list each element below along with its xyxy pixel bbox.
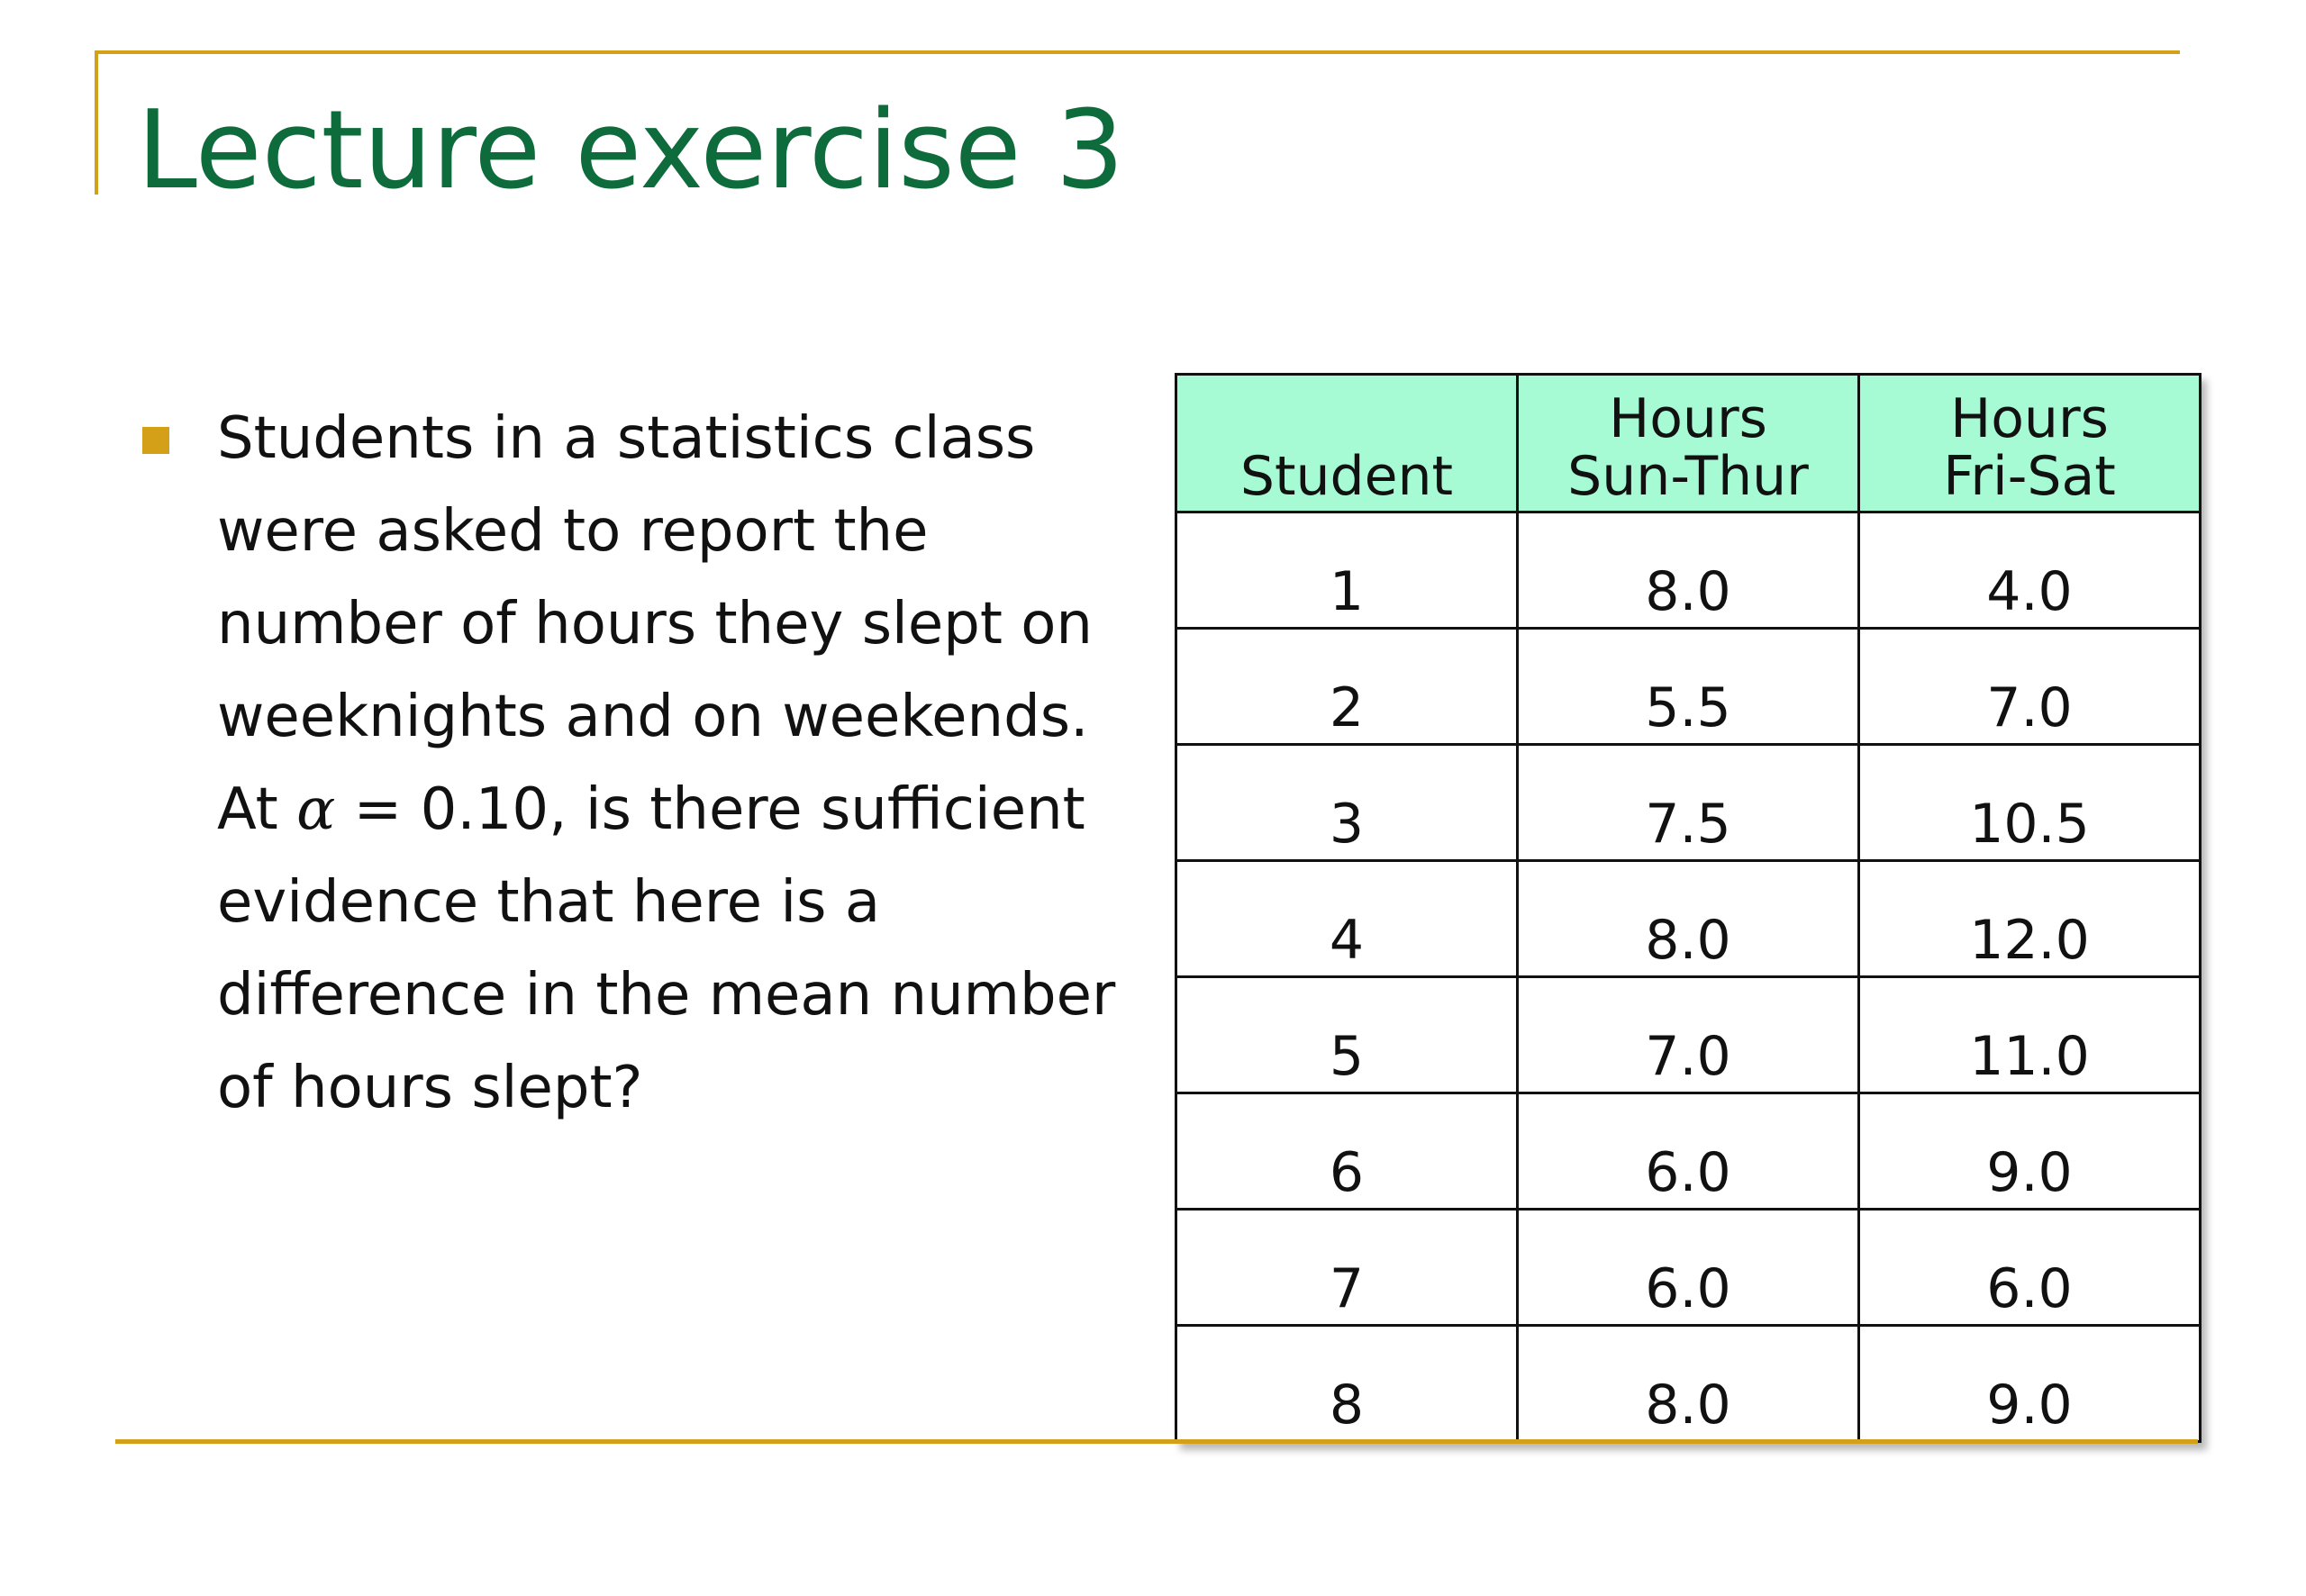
table-row	[1176, 512, 2201, 629]
cell-student: 4	[1176, 861, 1518, 977]
cell-student: 8	[1176, 1326, 1518, 1442]
title-frame-left-rule	[95, 50, 98, 195]
header-fri-sat	[1859, 375, 2201, 512]
cell-sun-thur: 6.0	[1518, 1210, 1859, 1326]
exercise-text	[217, 393, 1127, 1135]
header-fri-sat-line2: Fri-Sat	[1943, 445, 2116, 508]
cell-student: 3	[1176, 745, 1518, 861]
table-header-row	[1176, 375, 2201, 512]
header-sun-thur-line1: Hours	[1609, 387, 1767, 450]
table-row	[1176, 977, 2201, 1093]
table-row	[1176, 629, 2201, 745]
header-fri-sat-line1: Hours	[1950, 387, 2109, 450]
cell-fri-sat: 9.0	[1859, 1326, 2201, 1442]
cell-student: 7	[1176, 1210, 1518, 1326]
cell-sun-thur: 5.5	[1518, 629, 1859, 745]
cell-fri-sat: 4.0	[1859, 512, 2201, 629]
cell-fri-sat: 7.0	[1859, 629, 2201, 745]
bullet-square-icon	[142, 427, 169, 454]
alpha-symbol: α	[296, 776, 336, 843]
table-row	[1176, 861, 2201, 977]
footer-rule	[115, 1439, 2198, 1444]
cell-sun-thur: 7.0	[1518, 977, 1859, 1093]
cell-fri-sat: 6.0	[1859, 1210, 2201, 1326]
slide-title: Lecture exercise 3	[137, 88, 1125, 213]
title-frame-top-rule	[95, 50, 2180, 54]
cell-sun-thur: 8.0	[1518, 861, 1859, 977]
cell-sun-thur: 6.0	[1518, 1093, 1859, 1210]
cell-sun-thur: 8.0	[1518, 512, 1859, 629]
header-sun-thur-line2: Sun-Thur	[1567, 445, 1809, 508]
header-sun-thur	[1518, 375, 1859, 512]
exercise-text-part-1: Students in a statistics class were asked to report the number of hours they slept on weeknights and on weekends. At	[217, 405, 1093, 843]
cell-fri-sat: 9.0	[1859, 1093, 2201, 1210]
header-student	[1176, 375, 1518, 512]
exercise-text-part-2: = 0.10, is there sufficient evidence that here is a difference in the mean number of hours slept?	[217, 776, 1116, 1121]
table-row	[1176, 745, 2201, 861]
cell-student: 1	[1176, 512, 1518, 629]
table-row	[1176, 1210, 2201, 1326]
sleep-hours-table	[1175, 373, 2202, 1443]
cell-student: 6	[1176, 1093, 1518, 1210]
table-row	[1176, 1093, 2201, 1210]
cell-fri-sat: 12.0	[1859, 861, 2201, 977]
cell-student: 2	[1176, 629, 1518, 745]
cell-fri-sat: 10.5	[1859, 745, 2201, 861]
table-row	[1176, 1326, 2201, 1442]
header-student-line2: Student	[1239, 445, 1454, 508]
cell-sun-thur: 8.0	[1518, 1326, 1859, 1442]
cell-fri-sat: 11.0	[1859, 977, 2201, 1093]
cell-sun-thur: 7.5	[1518, 745, 1859, 861]
cell-student: 5	[1176, 977, 1518, 1093]
